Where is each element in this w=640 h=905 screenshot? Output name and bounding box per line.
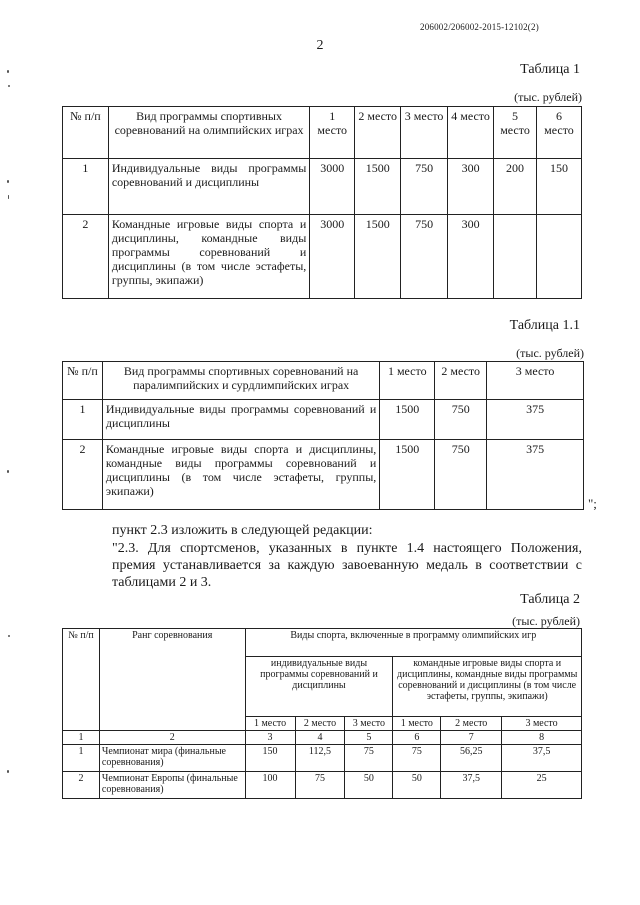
table2-cell: 150 <box>245 745 295 772</box>
table2-col-number: 8 <box>502 731 582 745</box>
table2-header-place: 3 место <box>345 717 393 731</box>
table2-cell: 50 <box>393 772 441 799</box>
table2-col-number: 2 <box>99 731 245 745</box>
table2-cell: 100 <box>245 772 295 799</box>
table2-row-name: Чемпионат мира (финальные соревнования) <box>99 745 245 772</box>
table11-header-place: 2 место <box>435 362 487 400</box>
table1-header-num: № п/п <box>63 107 109 159</box>
scan-speck <box>8 635 10 637</box>
table2-cell: 75 <box>345 745 393 772</box>
table1-header-place: 5 место <box>494 107 537 159</box>
table2-col-number: 5 <box>345 731 393 745</box>
table2-header-place: 2 место <box>441 717 502 731</box>
scan-speck <box>7 180 9 183</box>
table1-row-name: Командные игровые виды спорта и дисциплины, командные виды программы соревнований и дисциплины (в том числе эстафеты, группы, экипажи) <box>108 215 309 299</box>
table11-cell: 750 <box>435 400 487 440</box>
table11-cell: 750 <box>435 440 487 510</box>
table11-header-place: 1 место <box>380 362 435 400</box>
table2-header-team: командные игровые виды спорта и дисциплины, командные виды программы соревнований и дисциплины (в том числе эстафеты, группы, экипажи) <box>393 657 582 717</box>
table2-cell: 25 <box>502 772 582 799</box>
table11-cell: 375 <box>487 440 584 510</box>
table2-cell: 75 <box>295 772 345 799</box>
table-row <box>63 215 582 299</box>
table-row <box>63 400 584 440</box>
scan-speck <box>8 85 10 87</box>
table1-row-name: Индивидуальные виды программы соревнований и дисциплины <box>108 159 309 215</box>
paragraph-body <box>112 540 582 591</box>
table2-header-place: 2 место <box>295 717 345 731</box>
table1-cell: 1500 <box>355 215 401 299</box>
table11-closing-mark: "; <box>588 496 597 511</box>
table2-col-number: 4 <box>295 731 345 745</box>
table11-cell: 375 <box>487 400 584 440</box>
table11 <box>62 361 584 510</box>
table11-row-name: Командные игровые виды спорта и дисциплины, командные виды программы соревнований и дисциплины (в том числе эстафеты, группы, экипажи) <box>102 440 379 510</box>
table1-cell: 1500 <box>355 159 401 215</box>
scan-speck <box>7 70 9 73</box>
table11-unit: (тыс. рублей) <box>516 346 584 360</box>
table2-header-sports: Виды спорта, включенные в программу олимпийских игр <box>245 629 581 657</box>
table2-row-num: 2 <box>63 772 100 799</box>
table1-cell <box>536 215 581 299</box>
table11-cell: 1500 <box>380 400 435 440</box>
table1-header-place: 2 место <box>355 107 401 159</box>
table2-cell: 112,5 <box>295 745 345 772</box>
scan-speck <box>7 470 9 473</box>
paragraph-body-text: "2.3. Для спортсменов, указанных в пункте 1.4 настоящего Положения, премия устанавливается за каждую завоеванную медаль в соответствии с таблицами 2 и 3. <box>112 541 582 590</box>
table1-unit: (тыс. рублей) <box>514 90 582 104</box>
table11-cell: 1500 <box>380 440 435 510</box>
scan-speck <box>8 195 9 199</box>
page-number: 2 <box>316 38 324 53</box>
table11-caption: Таблица 1.1 <box>509 318 580 333</box>
table11-row-name: Индивидуальные виды программы соревнований и дисциплины <box>102 400 379 440</box>
table1-cell: 3000 <box>310 215 355 299</box>
table2-col-number: 7 <box>441 731 502 745</box>
table2-cell: 75 <box>393 745 441 772</box>
table1-header-place: 4 место <box>448 107 494 159</box>
table11-header-program: Вид программы спортивных соревнований на паралимпийских и сурдлимпийских играх <box>102 362 379 400</box>
table1-caption: Таблица 1 <box>520 62 580 77</box>
table2-row-name: Чемпионат Европы (финальные соревнования) <box>99 772 245 799</box>
table2-header-place: 1 место <box>245 717 295 731</box>
paragraph-intro: пункт 2.3 изложить в следующей редакции: <box>112 523 373 538</box>
table11-header-num: № п/п <box>63 362 103 400</box>
table-row <box>63 745 582 772</box>
table1-header-place: 6 место <box>536 107 581 159</box>
table11-header-place: 3 место <box>487 362 584 400</box>
table1-cell: 750 <box>401 215 448 299</box>
table2-caption: Таблица 2 <box>520 592 580 607</box>
table2-col-number: 1 <box>63 731 100 745</box>
table2-header-num: № п/п <box>63 629 100 731</box>
table2-cell: 50 <box>345 772 393 799</box>
table2-header-place: 3 место <box>502 717 582 731</box>
table1-row-num: 2 <box>63 215 109 299</box>
table2-cell: 37,5 <box>502 745 582 772</box>
table1 <box>62 106 582 299</box>
table2-unit: (тыс. рублей) <box>512 614 580 628</box>
table1-cell: 750 <box>401 159 448 215</box>
table2-col-number: 6 <box>393 731 441 745</box>
table1-cell: 150 <box>536 159 581 215</box>
table11-row-num: 2 <box>63 440 103 510</box>
table1-row-num: 1 <box>63 159 109 215</box>
table2-cell: 37,5 <box>441 772 502 799</box>
table1-cell: 300 <box>448 215 494 299</box>
table1-cell: 3000 <box>310 159 355 215</box>
table2-row-num: 1 <box>63 745 100 772</box>
table-row <box>63 440 584 510</box>
table2-header-individual: индивидуальные виды программы соревнований и дисциплины <box>245 657 393 717</box>
table-row <box>63 159 582 215</box>
table1-cell <box>494 215 537 299</box>
scan-speck <box>7 770 9 773</box>
table2 <box>62 628 582 799</box>
table2-col-number: 3 <box>245 731 295 745</box>
table1-cell: 200 <box>494 159 537 215</box>
table-row <box>63 772 582 799</box>
table2-header-place: 1 место <box>393 717 441 731</box>
table1-header-program: Вид программы спортивных соревнований на олимпийских играх <box>108 107 309 159</box>
document-number: 206002/206002-2015-12102(2) <box>420 22 539 32</box>
table1-header-place: 1 место <box>310 107 355 159</box>
table11-row-num: 1 <box>63 400 103 440</box>
table1-cell: 300 <box>448 159 494 215</box>
table1-header-place: 3 место <box>401 107 448 159</box>
table2-cell: 56,25 <box>441 745 502 772</box>
table2-header-rank: Ранг соревнования <box>99 629 245 731</box>
